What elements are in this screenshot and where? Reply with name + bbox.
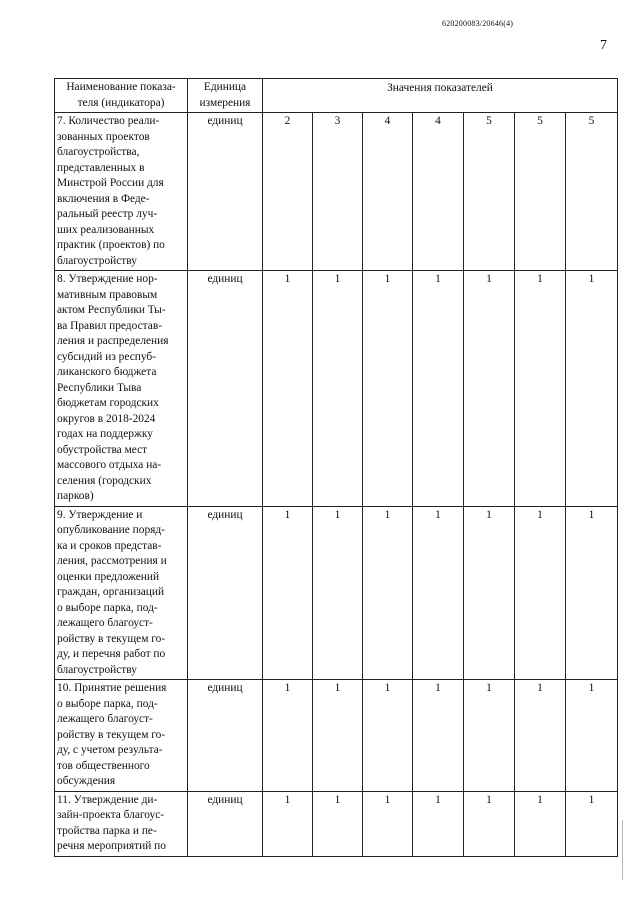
unit-cell: единиц xyxy=(188,271,263,507)
value-cell: 1 xyxy=(464,506,515,680)
table-row xyxy=(55,271,618,507)
value-cell: 1 xyxy=(566,506,618,680)
value-cell: 1 xyxy=(515,680,566,792)
indicator-name-cell: 10. Принятие решения о выборе парка, под- лежащего благоуст- ройству в текущем го- ду, с учетом результа- тов общественного обсуждения xyxy=(55,680,188,792)
value-cell: 1 xyxy=(363,791,413,856)
value-cell: 1 xyxy=(313,680,363,792)
value-cell: 5 xyxy=(464,113,515,271)
unit-cell: единиц xyxy=(188,113,263,271)
value-cell: 1 xyxy=(263,680,313,792)
value-cell: 3 xyxy=(313,113,363,271)
value-cell: 1 xyxy=(515,271,566,507)
value-cell: 1 xyxy=(515,506,566,680)
value-cell: 5 xyxy=(566,113,618,271)
value-cell: 1 xyxy=(566,791,618,856)
value-cell: 1 xyxy=(363,271,413,507)
value-cell: 2 xyxy=(263,113,313,271)
value-cell: 1 xyxy=(464,271,515,507)
indicator-name-cell: 8. Утверждение нор- мативным правовым актом Республики Ты- ва Правил предостав- ления и распределения субсидий из респуб- ликанского бюджета Республики Тыва бюджетам городских округов в 2018-2024 годах на поддержку обустройства мест массового отдыха на- селения (городских парков) xyxy=(55,271,188,507)
unit-cell: единиц xyxy=(188,680,263,792)
value-cell: 1 xyxy=(263,791,313,856)
value-cell: 1 xyxy=(515,791,566,856)
indicator-name-cell: 11. Утверждение ди- зайн-проекта благоус- тройства парка и пе- речня мероприятий по xyxy=(55,791,188,856)
table-row xyxy=(55,506,618,680)
table-header-row xyxy=(55,79,618,113)
column-header-values: Значения показателей xyxy=(263,79,618,113)
value-cell: 1 xyxy=(313,791,363,856)
table-row xyxy=(55,680,618,792)
value-cell: 1 xyxy=(363,680,413,792)
table-row xyxy=(55,113,618,271)
document-id: 620200083/20646(4) xyxy=(442,19,514,28)
value-cell: 1 xyxy=(413,791,464,856)
table-body xyxy=(55,113,618,857)
value-cell: 1 xyxy=(413,506,464,680)
page-number: 7 xyxy=(600,38,607,53)
unit-cell: единиц xyxy=(188,791,263,856)
value-cell: 1 xyxy=(464,680,515,792)
value-cell: 1 xyxy=(313,271,363,507)
column-header-unit: Единица измерения xyxy=(188,79,263,113)
value-cell: 4 xyxy=(413,113,464,271)
value-cell: 1 xyxy=(464,791,515,856)
value-cell: 1 xyxy=(263,506,313,680)
value-cell: 1 xyxy=(413,271,464,507)
value-cell: 5 xyxy=(515,113,566,271)
indicator-name-cell: 9. Утверждение и опубликование поряд- ка и сроков представ- ления, рассмотрения и оценки предложений граждан, организаций о выборе парка, под- лежащего благоуст- ройству в текущем го- ду, и перечня работ по благоустройству xyxy=(55,506,188,680)
unit-cell: единиц xyxy=(188,506,263,680)
scan-margin-mark xyxy=(622,820,623,880)
value-cell: 1 xyxy=(313,506,363,680)
indicator-name-cell: 7. Количество реали- зованных проектов благоустройства, представленных в Минстрой России для включения в Феде- ральный реестр луч- ших реализованных практик (проектов) по благоустройству xyxy=(55,113,188,271)
value-cell: 1 xyxy=(363,506,413,680)
value-cell: 1 xyxy=(413,680,464,792)
value-cell: 1 xyxy=(566,680,618,792)
value-cell: 1 xyxy=(566,271,618,507)
indicators-table xyxy=(54,78,618,857)
column-header-name: Наименование показа- теля (индикатора) xyxy=(55,79,188,113)
value-cell: 1 xyxy=(263,271,313,507)
table-row xyxy=(55,791,618,856)
value-cell: 4 xyxy=(363,113,413,271)
